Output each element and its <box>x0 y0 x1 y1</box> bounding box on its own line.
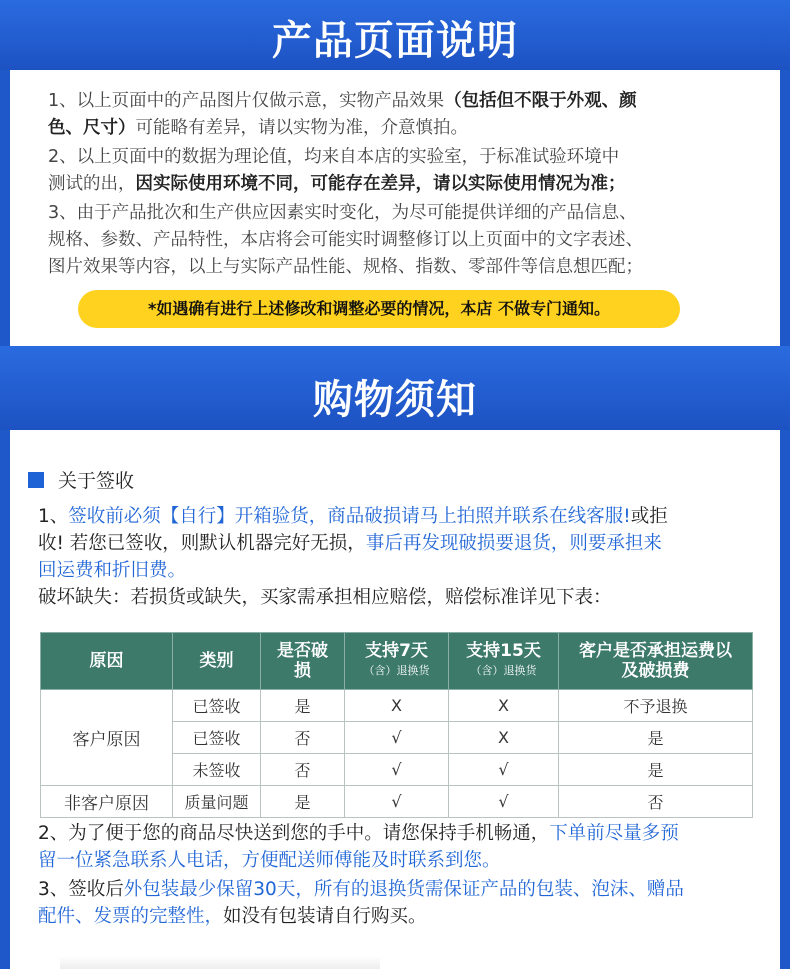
table-cell: 已签收 <box>173 722 261 754</box>
table-cell: 未签收 <box>173 754 261 786</box>
note-1-bold-b: 色、尺寸） <box>48 118 136 138</box>
note-2-bold: 因实际使用环境不同，可能存在差异，请以实际使用情况为准； <box>135 174 626 194</box>
rule-1-line3: 回运费和折旧费。 <box>38 560 187 581</box>
table-cell: 客户原因 <box>41 690 173 786</box>
col-damaged <box>261 633 345 690</box>
table-cell: √ <box>345 786 449 818</box>
note-2 <box>48 144 768 198</box>
rule-3-blue-line2: 配件、发票的完整性， <box>38 906 224 927</box>
section2-title: 购物须知 <box>313 377 477 423</box>
table-header-row <box>41 633 753 690</box>
col-reason: 原因 <box>41 633 173 690</box>
note-1-bold-a: （包括但不限于外观、颜 <box>444 91 637 111</box>
receipt-rule-3 <box>38 876 758 930</box>
rule-2-blue: 下单前尽量多预 <box>549 823 679 844</box>
receipt-rule-2 <box>38 820 758 874</box>
col-15day-label: 支持15天 <box>466 641 541 661</box>
rule-1-blue: 签收前必须【自行】开箱验货，商品破损请马上拍照并联系在线客服! <box>68 506 631 527</box>
table-cell: √ <box>449 754 559 786</box>
square-bullet-icon <box>28 472 44 488</box>
table-cell: X <box>345 690 449 722</box>
rule-1-tail: 或拒 <box>630 506 668 527</box>
col-7day <box>345 633 449 690</box>
bottom-fade <box>60 956 380 969</box>
note-3 <box>48 200 768 281</box>
table-cell: 质量问题 <box>173 786 261 818</box>
table-row <box>41 786 753 818</box>
note-1-text: 1、以上页面中的产品图片仅做示意，实物产品效果 <box>48 91 445 111</box>
receipt-heading-label: 关于签收 <box>58 470 135 492</box>
table-cell: 是 <box>559 722 753 754</box>
note-1-text-b: 可能略有差异，请以实物为准，介意慎拍。 <box>135 118 468 138</box>
table-cell: 否 <box>261 754 345 786</box>
note-3-line-1: 3、由于产品批次和生产供应因素实时变化，为尽可能提供详细的产品信息、 <box>48 203 637 223</box>
rule-1-line2: 收! 若您已签收，则默认机器完好无损， <box>38 533 366 554</box>
col-7day-sub: （含）退换货 <box>363 664 430 677</box>
table-cell: 是 <box>559 754 753 786</box>
table-cell: 否 <box>559 786 753 818</box>
table-row <box>41 690 753 722</box>
table-cell: X <box>449 722 559 754</box>
table-cell: 已签收 <box>173 690 261 722</box>
rule-3-tail: 如没有包装请自行购买。 <box>223 906 427 927</box>
table-cell: 否 <box>261 722 345 754</box>
note-2-text-b: 测试的出， <box>48 174 136 194</box>
notice-pill: *如遇确有进行上述修改和调整必要的情况，本店 不做专门通知。 <box>78 290 680 328</box>
table-cell: √ <box>345 754 449 786</box>
col-damaged-label: 是否破损 <box>277 641 328 681</box>
col-fee <box>559 633 753 690</box>
compensation-table <box>40 632 753 818</box>
col-15day <box>449 633 559 690</box>
rule-3-blue: 外包装最少保留30天，所有的退换货需保证产品的包装、泡沫、赠品 <box>123 879 684 900</box>
rule-2-blue-line2: 留一位紧急联系人电话，方便配送师傅能及时联系到您。 <box>38 850 501 871</box>
damage-rule: 破坏缺失：若损货或缺失，买家需承担相应赔偿，赔偿标准详见下表： <box>38 587 612 608</box>
note-3-line-3: 图片效果等内容，以上与实际产品性能、规格、指数、零部件等信息想匹配； <box>48 257 643 277</box>
rule-1-num: 1、 <box>38 506 69 527</box>
col-fee-label: 客户是否承担运费以及破损费 <box>579 641 732 681</box>
rule-2-text: 2、为了便于您的商品尽快送到您的手中。请您保持手机畅通， <box>38 823 550 844</box>
note-1 <box>48 88 758 142</box>
receipt-rule-1 <box>38 503 758 611</box>
table-cell: 不予退换 <box>559 690 753 722</box>
receipt-heading <box>28 466 134 493</box>
table-cell: X <box>449 690 559 722</box>
section1-title: 产品页面说明 <box>272 18 518 64</box>
col-15day-sub: （含）退换货 <box>470 664 537 677</box>
table-cell: 是 <box>261 690 345 722</box>
table-cell: 是 <box>261 786 345 818</box>
rule-3-text: 3、签收后 <box>38 879 124 900</box>
col-7day-label: 支持7天 <box>365 641 428 661</box>
note-2-text: 2、以上页面中的数据为理论值，均来自本店的实验室，于标准试验环境中 <box>48 147 620 167</box>
rule-1-line2-blue: 事后再发现破损要退货，则要承担来 <box>365 533 662 554</box>
col-category: 类别 <box>173 633 261 690</box>
table-cell: √ <box>449 786 559 818</box>
table-cell: √ <box>345 722 449 754</box>
note-3-line-2: 规格、参数、产品特性，本店将会可能实时调整修订以上页面中的文字表述、 <box>48 230 643 250</box>
table-cell: 非客户原因 <box>41 786 173 818</box>
